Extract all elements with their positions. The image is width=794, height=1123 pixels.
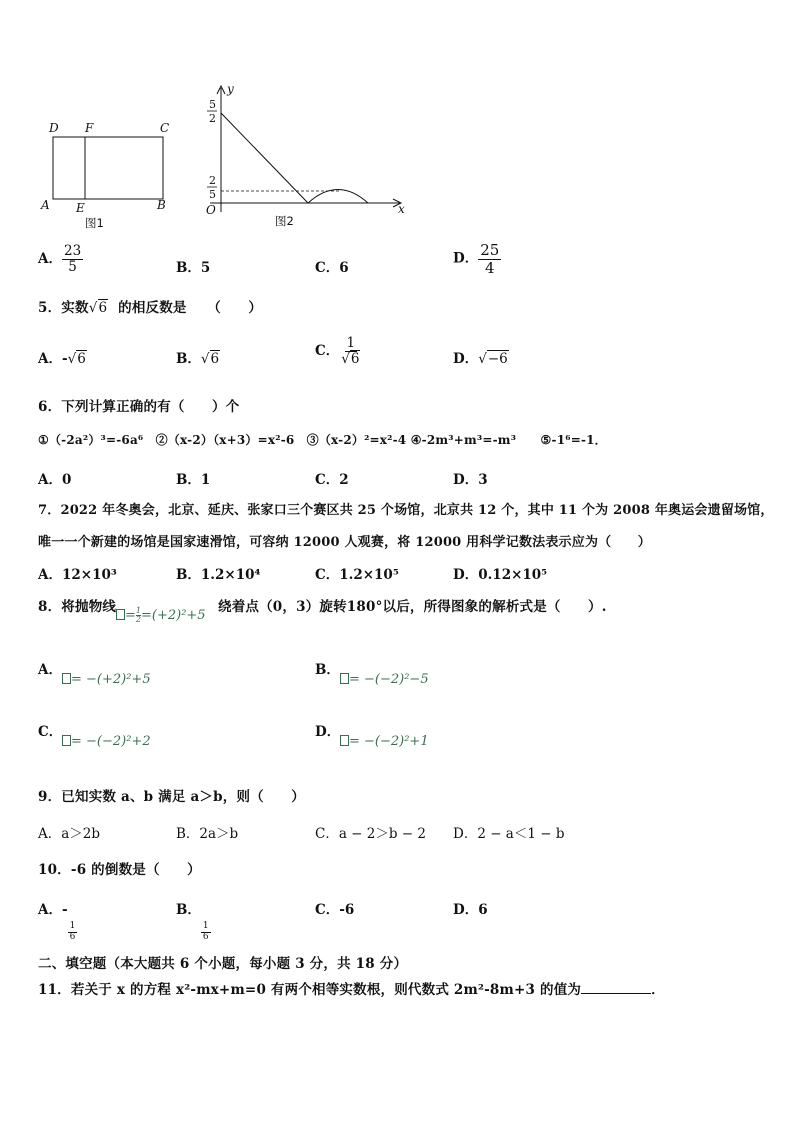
q8-formula-text: =(+2)²+5 (141, 608, 206, 623)
q5-b-radicand: 6 (210, 351, 220, 367)
q7-option-a[interactable]: A．12×10³ (38, 567, 117, 583)
y-placeholder-icon (62, 735, 71, 746)
q8-parabola-formula: = $\frac{1}{2}$ =(+2)²+5 (116, 607, 206, 624)
q4-option-a[interactable] (38, 244, 83, 275)
q10-stem: 10．-6 的倒数是（ ） (38, 862, 201, 878)
q5-b-label: B． (176, 351, 201, 367)
figure-1 (38, 118, 178, 233)
y-placeholder-icon (340, 735, 349, 746)
q8-b-formula-text: = −(−2)²−5 (349, 672, 429, 687)
q5-c-fraction (339, 336, 362, 367)
q9-option-a[interactable]: A．a＞2b (38, 826, 101, 842)
q4-d-num: 25 (480, 241, 500, 259)
q6-option-a[interactable]: A．0 (38, 472, 72, 488)
q10-b-label: B． (176, 902, 201, 918)
label-b: B (157, 198, 166, 212)
q5-stem-pre: 5．实数 (38, 300, 89, 316)
q10-a-den: 6 (69, 931, 76, 942)
q5-option-c[interactable] (315, 336, 362, 367)
y-tick-mid-num: 2 (209, 174, 216, 187)
q10-option-c[interactable]: C．-6 (315, 902, 355, 918)
origin-label: O (206, 203, 216, 217)
q5-stem-post: 的相反数是 （ ） (118, 300, 263, 316)
q7-option-d[interactable]: D．0.12×10⁵ (453, 567, 548, 583)
q8-option-d-formula (340, 734, 429, 749)
q5-c-den: √6 (341, 350, 360, 367)
q10-a-fraction (68, 922, 78, 943)
q8-c-formula-text: = −(−2)²+2 (71, 734, 151, 749)
q8-option-b-formula (340, 672, 429, 687)
label-d: D (49, 121, 59, 135)
q5-sqrt: √6 (88, 300, 108, 316)
q10-a-num: 1 (69, 921, 76, 931)
q5-c-num: 1 (346, 335, 356, 351)
label-c: C (160, 121, 170, 135)
q9-option-b[interactable]: B．2a＞b (176, 826, 239, 842)
q4-a-den: 5 (68, 258, 77, 275)
q5-b-sqrt: √6 (200, 351, 220, 367)
figure-2-caption: 图2 (275, 214, 294, 228)
q4-d-den: 4 (484, 258, 495, 277)
q6-items: ①（-2a²）³=-6a⁶ ②（x-2）（x+3）=x²-6 ③（x-2）²=x²-4 ④-2m³+m³=-m³ ⑤-1⁶=-1． (38, 433, 607, 447)
q5-c-radicand: 6 (350, 350, 360, 367)
q10-b-den: 6 (202, 931, 209, 942)
q6-option-b[interactable]: B．1 (176, 472, 211, 488)
q6-stem: 6．下列计算正确的有（ ）个 (38, 399, 240, 415)
q10-option-b[interactable] (176, 898, 211, 943)
label-a: A (41, 198, 50, 212)
q8-stem-post: 绕着点（0，3）旋转180°以后，所得图象的解析式是（ ）. (218, 599, 607, 615)
y-tick-mid-den: 5 (209, 188, 216, 201)
q6-option-c[interactable]: C．2 (315, 472, 349, 488)
q9-stem: 9．已知实数 a、b 满足 a＞b，则（ ） (38, 789, 305, 805)
y-placeholder-icon (62, 673, 71, 684)
label-f: F (85, 121, 94, 135)
q8-a-formula-text: = −(+2)²+5 (71, 672, 151, 687)
q8-option-c-label[interactable]: C． (38, 724, 63, 740)
q8-option-a-formula (62, 672, 151, 687)
q4-option-d-label: D． (453, 250, 479, 267)
q11-stem-text: 11．若关于 x 的方程 x²-mx+m=0 有两个相等实数根，则代数式 2m²-8m+3 的值为 (38, 982, 582, 998)
q10-b-num: 1 (202, 921, 209, 931)
q10-option-a[interactable] (38, 898, 77, 943)
q5-c-label: C． (315, 342, 340, 359)
q5-stem (38, 296, 262, 316)
q10-option-d[interactable]: D．6 (453, 902, 488, 918)
q4-option-b[interactable]: B．5 (176, 260, 211, 276)
q4-option-d[interactable] (453, 242, 501, 276)
q8-option-d-label[interactable]: D． (315, 724, 341, 740)
q4-a-num: 23 (63, 243, 82, 259)
q5-a-sqrt: √6 (67, 351, 86, 367)
q8-option-c-formula (62, 734, 151, 749)
q10-b-fraction (201, 922, 211, 943)
q5-option-a[interactable] (38, 347, 87, 367)
y-axis-label: y (227, 82, 234, 96)
y-tick-top-num: 5 (209, 98, 216, 111)
q9-option-d[interactable]: D．2 − a＜1 − b (453, 826, 565, 842)
q9-option-c[interactable]: C．a − 2＞b − 2 (315, 826, 426, 842)
q11-answer-blank[interactable] (581, 993, 651, 994)
q7-stem-line2: 唯一一个新建的场馆是国家速滑馆，可容纳 12000 人观赛，将 12000 用科学记数法表示应为（ ） (38, 535, 651, 550)
q11-stem (38, 978, 665, 998)
q5-d-label: D． (453, 351, 479, 367)
figure-2 (200, 82, 415, 232)
q8-d-formula-text: = −(−2)²+1 (349, 734, 429, 749)
q11-stem-tail: ． (651, 982, 665, 998)
y-placeholder-icon (116, 609, 125, 620)
q8-option-a-label[interactable]: A． (38, 662, 62, 678)
q8-half-fraction: $\frac{1}{2}$ (135, 606, 141, 624)
figure-2-drawing (200, 82, 415, 232)
y-placeholder-icon (340, 673, 349, 684)
q4-option-a-fraction (62, 244, 83, 275)
q5-d-sqrt: √−6 (478, 351, 508, 367)
q7-option-b[interactable]: B．1.2×10⁴ (176, 567, 261, 583)
q7-option-c[interactable]: C．1.2×10⁵ (315, 567, 399, 583)
q5-option-b[interactable] (176, 347, 220, 367)
q4-option-c[interactable]: C．6 (315, 260, 349, 276)
q10-a-label: A．- (38, 902, 68, 918)
figure-1-drawing (38, 118, 178, 233)
q5-d-radicand: −6 (487, 351, 508, 367)
q5-a-radicand: 6 (77, 351, 86, 367)
section-2-title: 二、填空题（本大题共 6 个小题，每小题 3 分，共 18 分） (38, 956, 408, 972)
q8-option-b-label[interactable]: B． (315, 662, 340, 678)
q6-option-d[interactable]: D．3 (453, 472, 488, 488)
q4-option-a-label: A． (38, 250, 62, 267)
q7-stem-line1: 7．2022 年冬奥会，北京、延庆、张家口三个赛区共 25 个场馆，北京共 12 个，其中 11 个为 2008 年奥运会遗留场馆， (38, 503, 774, 518)
figure-1-caption: 图1 (85, 216, 104, 230)
q4-option-d-fraction (478, 242, 501, 276)
label-e: E (76, 201, 85, 215)
q8-stem-pre: 8．将抛物线 (38, 599, 117, 615)
q5-radicand: 6 (98, 300, 108, 316)
x-axis-label: x (398, 202, 405, 216)
y-tick-top-den: 2 (209, 112, 216, 125)
q5-a-label: A．- (38, 351, 68, 367)
q5-option-d[interactable] (453, 347, 509, 367)
